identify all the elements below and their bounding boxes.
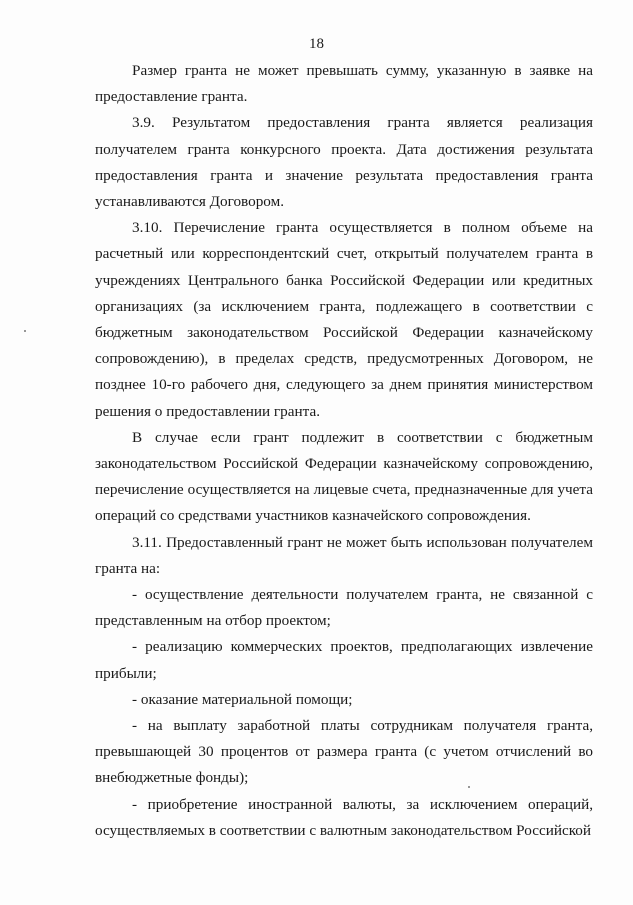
page-number: 18: [309, 36, 324, 52]
document-body: [95, 58, 593, 844]
scan-speck: [24, 330, 26, 332]
scan-speck: [468, 786, 470, 788]
list-item-activity: - осуществление деятельности получателем гранта, не связанной с представленным на отбор проектом;: [95, 586, 593, 630]
list-item-material-help: - оказание материальной помощи;: [132, 690, 353, 708]
paragraph-3-11: 3.11. Предоставленный грант не может быть использован получателем гранта на:: [95, 533, 593, 577]
list-item-salary: - на выплату заработной платы сотрудникам получателя гранта, превышающей 30 процентов от размера гранта (с учетом отчислений во внебюджетные фонды);: [95, 717, 593, 787]
paragraph-grant-size: Размер гранта не может превышать сумму, указанную в заявке на предоставление гранта.: [95, 62, 593, 106]
paragraph-3-9: 3.9. Результатом предоставления гранта является реализация получателем гранта конкурсного проекта. Дата достижения результата предоставления гранта и значение результата предоставления гранта устанавливаются Договором.: [95, 114, 593, 211]
list-item-currency: - приобретение иностранной валюты, за исключением операций, осуществляемых в соответствии с валютным законодательством Российской: [95, 795, 593, 839]
paragraph-3-10: 3.10. Перечисление гранта осуществляется в полном объеме на расчетный или корреспондентский счет, открытый получателем гранта в учреждениях Центрального банка Российской Федерации или кредитных организациях (за исключением гранта, подлежащего в соответствии с бюджетным законодательством Российской Федерации казначейскому сопровождению), в пределах средств, предусмотренных Договором, не позднее 10-го рабочего дня, следующего за днем принятия министерством решения о предоставлении гранта.: [95, 219, 593, 420]
paragraph-treasury-support: В случае если грант подлежит в соответствии с бюджетным законодательством Российской Федерации казначейскому сопровождению, перечисление осуществляется на лицевые счета, предназначенные для учета операций со средствами участников казначейского сопровождения.: [95, 428, 593, 525]
list-item-commercial: - реализацию коммерческих проектов, предполагающих извлечение прибыли;: [95, 638, 593, 682]
